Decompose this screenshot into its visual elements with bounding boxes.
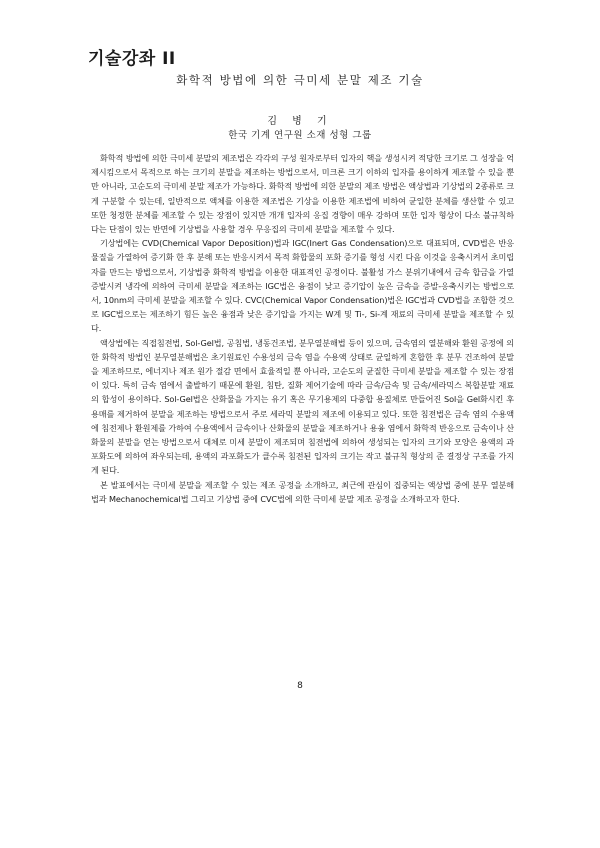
body-paragraph: 액상법에는 직접침전법, Sol-Gel법, 공침법, 냉동건조법, 분무열분해법 등이 있으며, 금속염의 열분해와 환원 공정에 의한 화학적 방법인 분무열분해법은 초기원료인 수용성의 금속 염을 수용액 상태로 균일하게 혼합한 후 분무 건조하여 분말을 제조하므로, 에너지나 제조 원가 절감 면에서 효율적일 뿐 아니라, 고순도의 균질한 극미세 분말을 제조할 수 있는 장점이 있다. 특히 금속 염에서 출발하기 때문에 환원, 침탄, 질화 제어기술에 따라 금속/금속 및 금속/세라믹스 복합분말 재료의 합성이 용이하다. Sol-Gel법은 산화물을 가지는 유기 혹은 무기용제의 다중합 용질체로 만들어진 Sol을 Gel화시킨 후 용매를 제거하여 분말을 제조하는 방법으로서 주로 세라믹 분말의 제조에 이용되고 있다. 또한 침전법은 금속 염의 수용액에 침전제나 환원제를 가하여 수용액에서 금속이나 산화물의 분말을 제조하거나 용융 염에서 화학적 반응으로 금속이나 산화물의 분말을 얻는 방법으로서 대체로 미세 분말이 제조되며 침전법에 의하여 생성되는 입자의 크기와 모양은 용액의 과포화도에 의하여 좌우되는데, 용액의 과포화도가 클수록 침전된 입자의 크기는 작고 불규칙 형상의 준 결정상 구조를 가지게 된다. [91,337,514,476]
body-paragraph: 본 발표에서는 극미세 분말을 제조할 수 있는 제조 공정을 소개하고, 최근에 관심이 집중되는 액상법 중에 분무 열분해법과 Mechanochemical법 그리고 기상법 중에 CVC법에 의한 극미세 분말 제조 공정을 소개하고자 한다. [91,479,514,504]
author-name: 김 병 기 [267,116,333,127]
article-title: 화학적 방법에 의한 극미세 분말 제조 기술 [176,73,424,87]
body-paragraph: 화학적 방법에 의한 극미세 분말의 제조법은 각각의 구성 원자로부터 입자의 핵을 생성시켜 적당한 크기로 그 성장을 억제시킴으로서 목적으로 하는 크기의 분말을 제조하는 방법으로서, 미크론 크기 이하의 입자를 용이하게 제조할 수 있을 뿐만 아니라, 고순도의 극미세 분말 제조가 가능하다. 화학적 방법에 의한 분말의 제조 방법은 액상법과 기상법의 2종류로 크게 구분할 수 있는데, 일반적으로 액체를 이용한 제조법은 기상을 이용한 제조법에 비하여 균일한 분체를 생산할 수 있고 또한 청정한 분체를 제조할 수 있는 장점이 있지만 개개 입자의 응집 경향이 매우 강하며 또한 입자 형상이 다소 불규칙하다는 단점이 있는 반면에 기상법을 사용할 경우 무응집의 극미세 분말을 제조할 수 있다. [91,153,514,235]
section-tag: 기술강좌 II [88,49,176,69]
page-number: 8 [297,681,303,691]
author-affiliation: 한국 기계 연구원 소재 성형 그룹 [228,130,372,141]
article-body [91,151,514,506]
body-paragraph: 기상법에는 CVD(Chemical Vapor Deposition)법과 IGC(Inert Gas Condensation)으로 대표되며, CVD법은 반응 물질을 가열하여 증기화 한 후 분해 또는 반응시켜서 목적 화합물의 포화 증기를 형성 시킨 다음 이것을 응축시켜서 초미립자를 만드는 방법으로서, 기상법중 화학적 방법을 이용한 대표적인 공정이다. 불활성 가스 분위기내에서 금속 합금을 가열 증발시켜 냉각에 의하여 극미세 분말을 제조하는 IGC법은 융점이 낮고 증기압이 높은 금속을 증발-응축시키는 방법으로서, 10nm의 극미세 분말을 제조할 수 있다. CVC(Chemical Vapor Condensation)법은 IGC법과 CVD법을 조합한 것으로 IGC법으로는 제조하기 힘든 높은 융점과 낮은 증기압을 가지는 W계 및 Ti-, Si-계 재료의 극미세 분말을 제조할 수 있다. [91,238,514,334]
